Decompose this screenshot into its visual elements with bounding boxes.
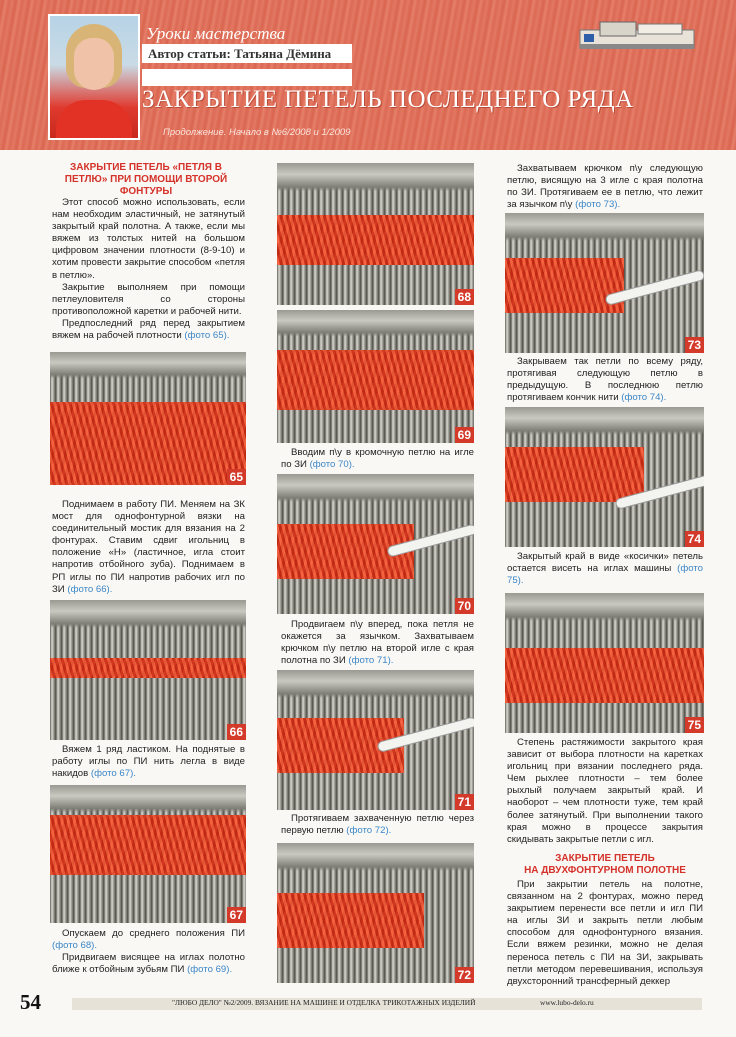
photo-70: [277, 474, 474, 614]
author-portrait: [48, 14, 140, 140]
photo-ref: (фото 69).: [187, 964, 233, 976]
col1-text-block-2: [52, 499, 245, 596]
col1-text-block-1: [52, 197, 245, 342]
col2-text-block-3: [281, 813, 474, 837]
col2-text-block-2: [281, 619, 474, 667]
decorative-bar: [142, 69, 352, 86]
magazine-credit: "ЛЮБО ДЕЛО" №2/2009. ВЯЗАНИЕ НА МАШИНЕ И ОТДЕЛКА ТРИКОТАЖНЫХ ИЗДЕЛИЙ: [172, 998, 476, 1007]
photo-68: [277, 163, 474, 305]
header-banner: [0, 0, 736, 150]
photo-number: 72: [455, 967, 474, 983]
paragraph: При закрытии петель на полотне, связанном на 2 фонтурах, можно перед закрытием перенести все петли и игл ПИ на иглы ЗИ и закрыть петли любым способом для однофонтурного вязания. Если вяжем резинки, можно не делая переноса петель с ПИ на ЗИ, закрывать петли методом перевешивания, используя двухсторонний трансферный деккер: [507, 879, 703, 987]
paragraph: Закрываем так петли по всему ряду, протягивая следующую петлю в предыдущую. В последнюю петлю протягиваем кончик нити (фото 74).: [507, 356, 703, 404]
col1-text-block-4: [52, 928, 245, 976]
photo-number: 69: [455, 427, 474, 443]
article-title: ЗАКРЫТИЕ ПЕТЕЛЬ ПОСЛЕДНЕГО РЯДА: [142, 86, 634, 113]
section-title-line: НА ДВУХФОНТУРНОМ ПОЛОТНЕ: [524, 865, 686, 876]
section-title-petlya-v-petlyu: ЗАКРЫТИЕ ПЕТЕЛЬ «ПЕТЛЯ В ПЕТЛЮ» ПРИ ПОМОЩИ ВТОРОЙ ФОНТУРЫ: [64, 162, 228, 197]
photo-number: 75: [685, 717, 704, 733]
author-name: Автор статьи: Татьяна Дёмина: [148, 46, 332, 61]
photo-number: 66: [227, 724, 246, 740]
photo-number: 73: [685, 337, 704, 353]
paragraph: Захватываем крючком п\у следующую петлю, висящую на 3 игле с края полотна по ЗИ. Протягиваем ее в петлю, что лежит за язычком п\у (фото 73).: [507, 163, 703, 211]
photo-ref: (фото 74).: [621, 392, 667, 404]
photo-number: 74: [685, 531, 704, 547]
knitting-machine-icon: [578, 14, 696, 58]
photo-number: 70: [455, 598, 474, 614]
photo-67: [50, 785, 246, 923]
photo-number: 65: [227, 469, 246, 485]
photo-ref: (фото 71).: [348, 655, 394, 667]
photo-ref: (фото 66).: [67, 583, 113, 595]
paragraph: Придвигаем висящее на иглах полотно ближе к отбойным зубьям ПИ (фото 69).: [52, 952, 245, 976]
page-number: 54: [20, 990, 41, 1014]
paragraph: Продвигаем п\у вперед, пока петля не окажется за язычком. Захватываем крючком п\у петлю на второй игле с края полотна по ЗИ (фото 71).: [281, 619, 474, 667]
paragraph: Закрытие выполняем при помощи петлеуловителя со стороны противоположной каретки и рабочей нити.: [52, 281, 245, 317]
col3-text-block-1: [507, 163, 703, 211]
col3-text-block-4: [507, 737, 703, 846]
paragraph: Предпоследний ряд перед закрытием вяжем на рабочей плотности (фото 65).: [52, 317, 245, 342]
photo-66: [50, 600, 246, 740]
website-link[interactable]: www.lubo-delo.ru: [540, 998, 594, 1007]
photo-69: [277, 310, 474, 443]
photo-number: 67: [227, 907, 246, 923]
photo-ref: (фото 65).: [184, 330, 230, 342]
col3-text-block-2: [507, 356, 703, 404]
paragraph: Протягиваем захваченную петлю через первую петлю (фото 72).: [281, 813, 474, 837]
section-title-line: ЗАКРЫТИЕ ПЕТЕЛЬ: [555, 853, 655, 864]
paragraph: Вяжем 1 ряд ластиком. На поднятые в работу иглы по ПИ нить легла в виде накидов (фото 67).: [52, 744, 245, 780]
col3-text-block-3: [507, 551, 703, 587]
col3-text-block-5: [507, 879, 703, 988]
photo-75: [505, 593, 704, 733]
photo-ref: (фото 73).: [575, 199, 621, 211]
photo-ref: (фото 67).: [90, 768, 136, 780]
paragraph: Поднимаем в работу ПИ. Меняем на ЗК мост для однофонтурной вязки на соединительный мостик для вязания на 2 фонтурах. Ставим сдвиг игольниц в положение «Н» (ластичное, игла стоит напротив отбойного зуба). Поднимаем в РП иглы по ПИ напротив рабочих игл по ЗИ (фото 66).: [52, 499, 245, 595]
author-bar: [142, 44, 352, 63]
photo-65: [50, 352, 246, 485]
col2-text-block-1: [281, 447, 474, 471]
photo-ref: (фото 72).: [346, 825, 392, 837]
continued-note: Продолжение. Начало в №6/2008 и 1/2009: [163, 127, 351, 138]
paragraph: Опускаем до среднего положения ПИ (фото 68).: [52, 928, 245, 952]
paragraph: Степень растяжимости закрытого края зависит от выбора плотности на каретках игольниц при вязании последнего ряда. Чем рыхлее плотности – тем более рыхлый получаем закрытый край. И наоборот – чем плотности туже, тем край более затянутый. При выполнении такого края можно в процессе закрытия скидывать закрытые петли с игл.: [507, 737, 703, 845]
photo-ref: (фото 68).: [52, 940, 98, 952]
col1-text-block-3: [52, 744, 245, 780]
photo-71: [277, 670, 474, 810]
photo-73: [505, 213, 704, 353]
section-title-two-bed: [507, 853, 703, 877]
photo-number: 71: [455, 794, 474, 810]
paragraph: Закрытый край в виде «косички» петель остается висеть на иглах машины (фото 75).: [507, 551, 703, 587]
photo-ref: (фото 75).: [507, 563, 703, 587]
photo-number: 68: [455, 289, 474, 305]
rubric-label: Уроки мастерства: [146, 24, 286, 43]
photo-72: [277, 843, 474, 983]
photo-ref: (фото 70).: [309, 459, 355, 471]
photo-74: [505, 407, 704, 547]
paragraph: Этот способ можно использовать, если нам необходим эластичный, не затянутый закрытый край полотна. А также, если мы вяжем из толстых нитей на большом цифровом значении плотности (8-9-10) и хотим провести закрытие способом «петля в петлю».: [52, 197, 245, 281]
paragraph: Вводим п\у в кромочную петлю на игле по ЗИ (фото 70).: [281, 447, 474, 471]
